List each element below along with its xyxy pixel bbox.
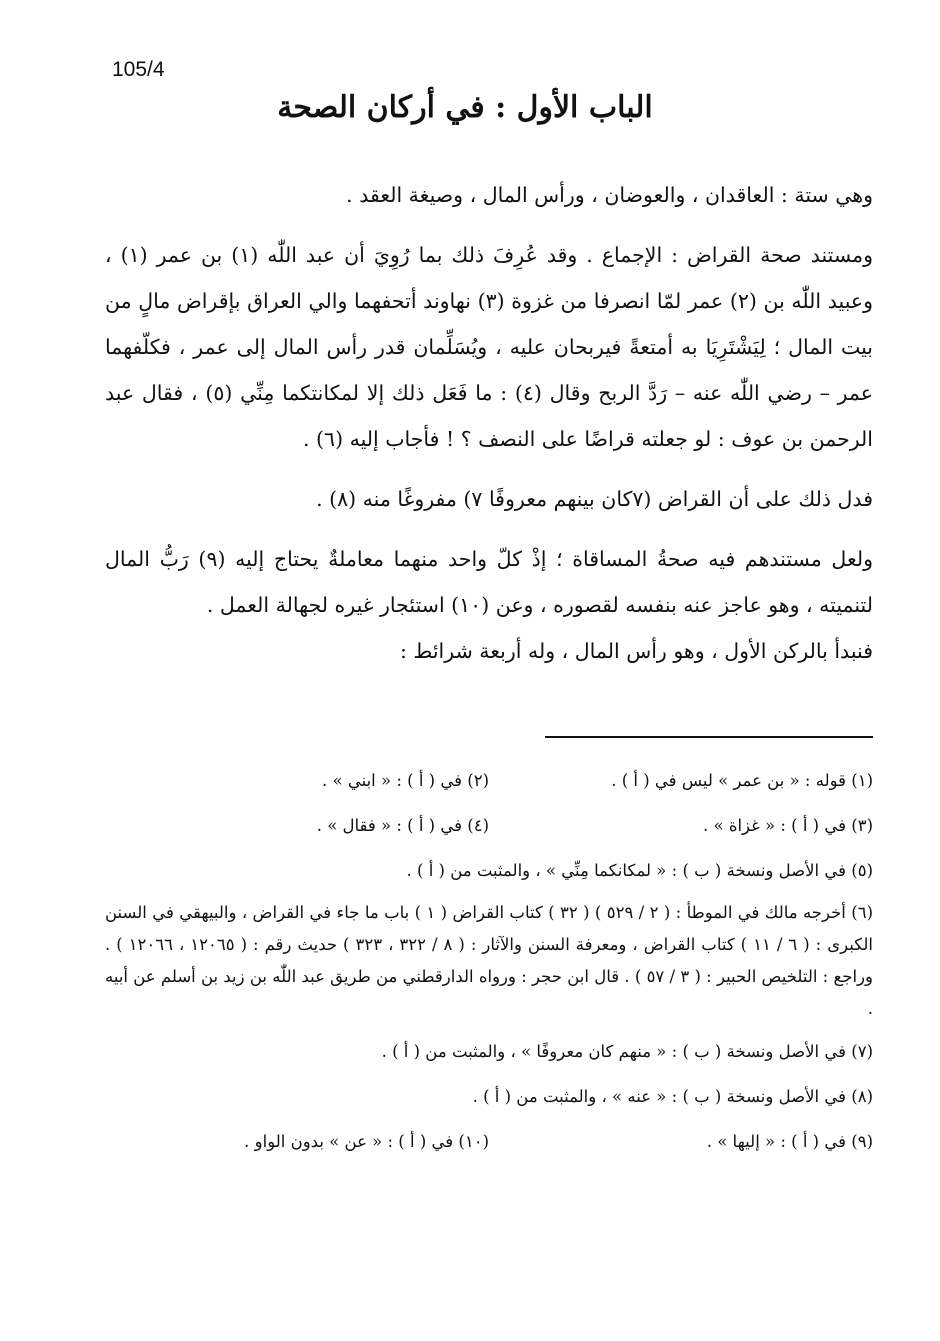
footnote-row: [105, 1123, 873, 1160]
chapter-title: الباب الأول : في أركان الصحة: [277, 90, 653, 125]
paragraph-musaqat: ولعل مستندهم فيه صحةُ المساقاة ؛ إذْ كلّ واحد منهما معاملةٌ يحتاج إليه (٩) رَبُّ المال لتنميته ، وهو عاجز عنه بنفسه لقصوره ، وعن (١٠) استئجار غيره لجهالة العمل .: [105, 547, 873, 617]
paragraph-intro: وهي ستة : العاقدان ، والعوضان ، ورأس المال ، وصيغة العقد .: [346, 183, 873, 207]
paragraph-first-pillar: فنبدأ بالركن الأول ، وهو رأس المال ، وله أربعة شرائط :: [399, 639, 873, 663]
footnote-row: [105, 807, 873, 844]
page-number: 105/4: [112, 58, 165, 81]
footnote-1: (١) قوله : « بن عمر » ليس في ( أ ) .: [611, 771, 873, 790]
footnote-4: (٤) في ( أ ) : « فقال » .: [316, 816, 489, 835]
footnote-10: (١٠) في ( أ ) : « عن » بدون الواو .: [244, 1132, 489, 1151]
footnote-row: [105, 762, 873, 799]
footnote-7: (٧) في الأصل ونسخة ( ب ) : « منهم كان معروفًا » ، والمثبت من ( أ ) .: [381, 1042, 873, 1061]
main-text: [105, 172, 873, 674]
footnote-8: (٨) في الأصل ونسخة ( ب ) : « عنه » ، والمثبت من ( أ ) .: [472, 1087, 873, 1106]
paragraph-basis: ومستند صحة القراض : الإجماع . وقد عُرِفَ ذلك بما رُوِيَ أن عبد اللّٰه (١) بن عمر (١) ، وعبيد اللّٰه بن (٢) عمر لمّا انصرفا من غزوة (٣) نهاوند أتحفهما والي العراق بإقراض مالٍ من بيت المال ؛ لِيَشْتَرِيَا به أمتعةً فيربحان عليه ، ويُسَلِّمان قدر رأس المال إلى عمر ، فكلّفهما عمر – رضي اللّٰه عنه – رَدَّ الربح وقال (٤) : ما فَعَل ذلك إلا لمكانتكما مِنِّي (٥) ، فقال عبد الرحمن بن عوف : لو جعلته قراضًا على النصف ؟ ! فأجاب إليه (٦) .: [105, 243, 874, 451]
footnote-divider: [545, 736, 873, 738]
footnote-9: (٩) في ( أ ) : « إليها » .: [706, 1132, 873, 1151]
footnotes: [105, 762, 873, 1168]
footnote-6: (٦) أخرجه مالك في الموطأ : ( ٢ / ٥٢٩ ) ( ٣٢ ) كتاب القراض ( ١ ) باب ما جاء في القراض ، والبيهقي في السنن الكبرى : ( ٦ / ١١ ) كتاب القراض ، ومعرفة السنن والآثار : ( ٨ / ٣٢٢ ، ٣٢٣ ) حديث رقم : ( ١٢٠٦٥ ، ١٢٠٦٦ ) . وراجع : التلخيص الحبير : ( ٣ / ٥٧ ) . قال ابن حجر : ورواه الدارقطني من طريق عبد اللّٰه بن زيد بن أسلم عن أبيه .: [105, 903, 874, 1018]
footnote-3: (٣) في ( أ ) : « غزاة » .: [702, 816, 873, 835]
footnote-5: (٥) في الأصل ونسخة ( ب ) : « لمكانكما مِنِّي » ، والمثبت من ( أ ) .: [406, 861, 873, 880]
paragraph-conclusion: فدل ذلك على أن القراض (٧كان بينهم معروفًا ٧) مفروغًا منه (٨) .: [316, 487, 873, 511]
footnote-2: (٢) في ( أ ) : « ابني » .: [322, 771, 489, 790]
